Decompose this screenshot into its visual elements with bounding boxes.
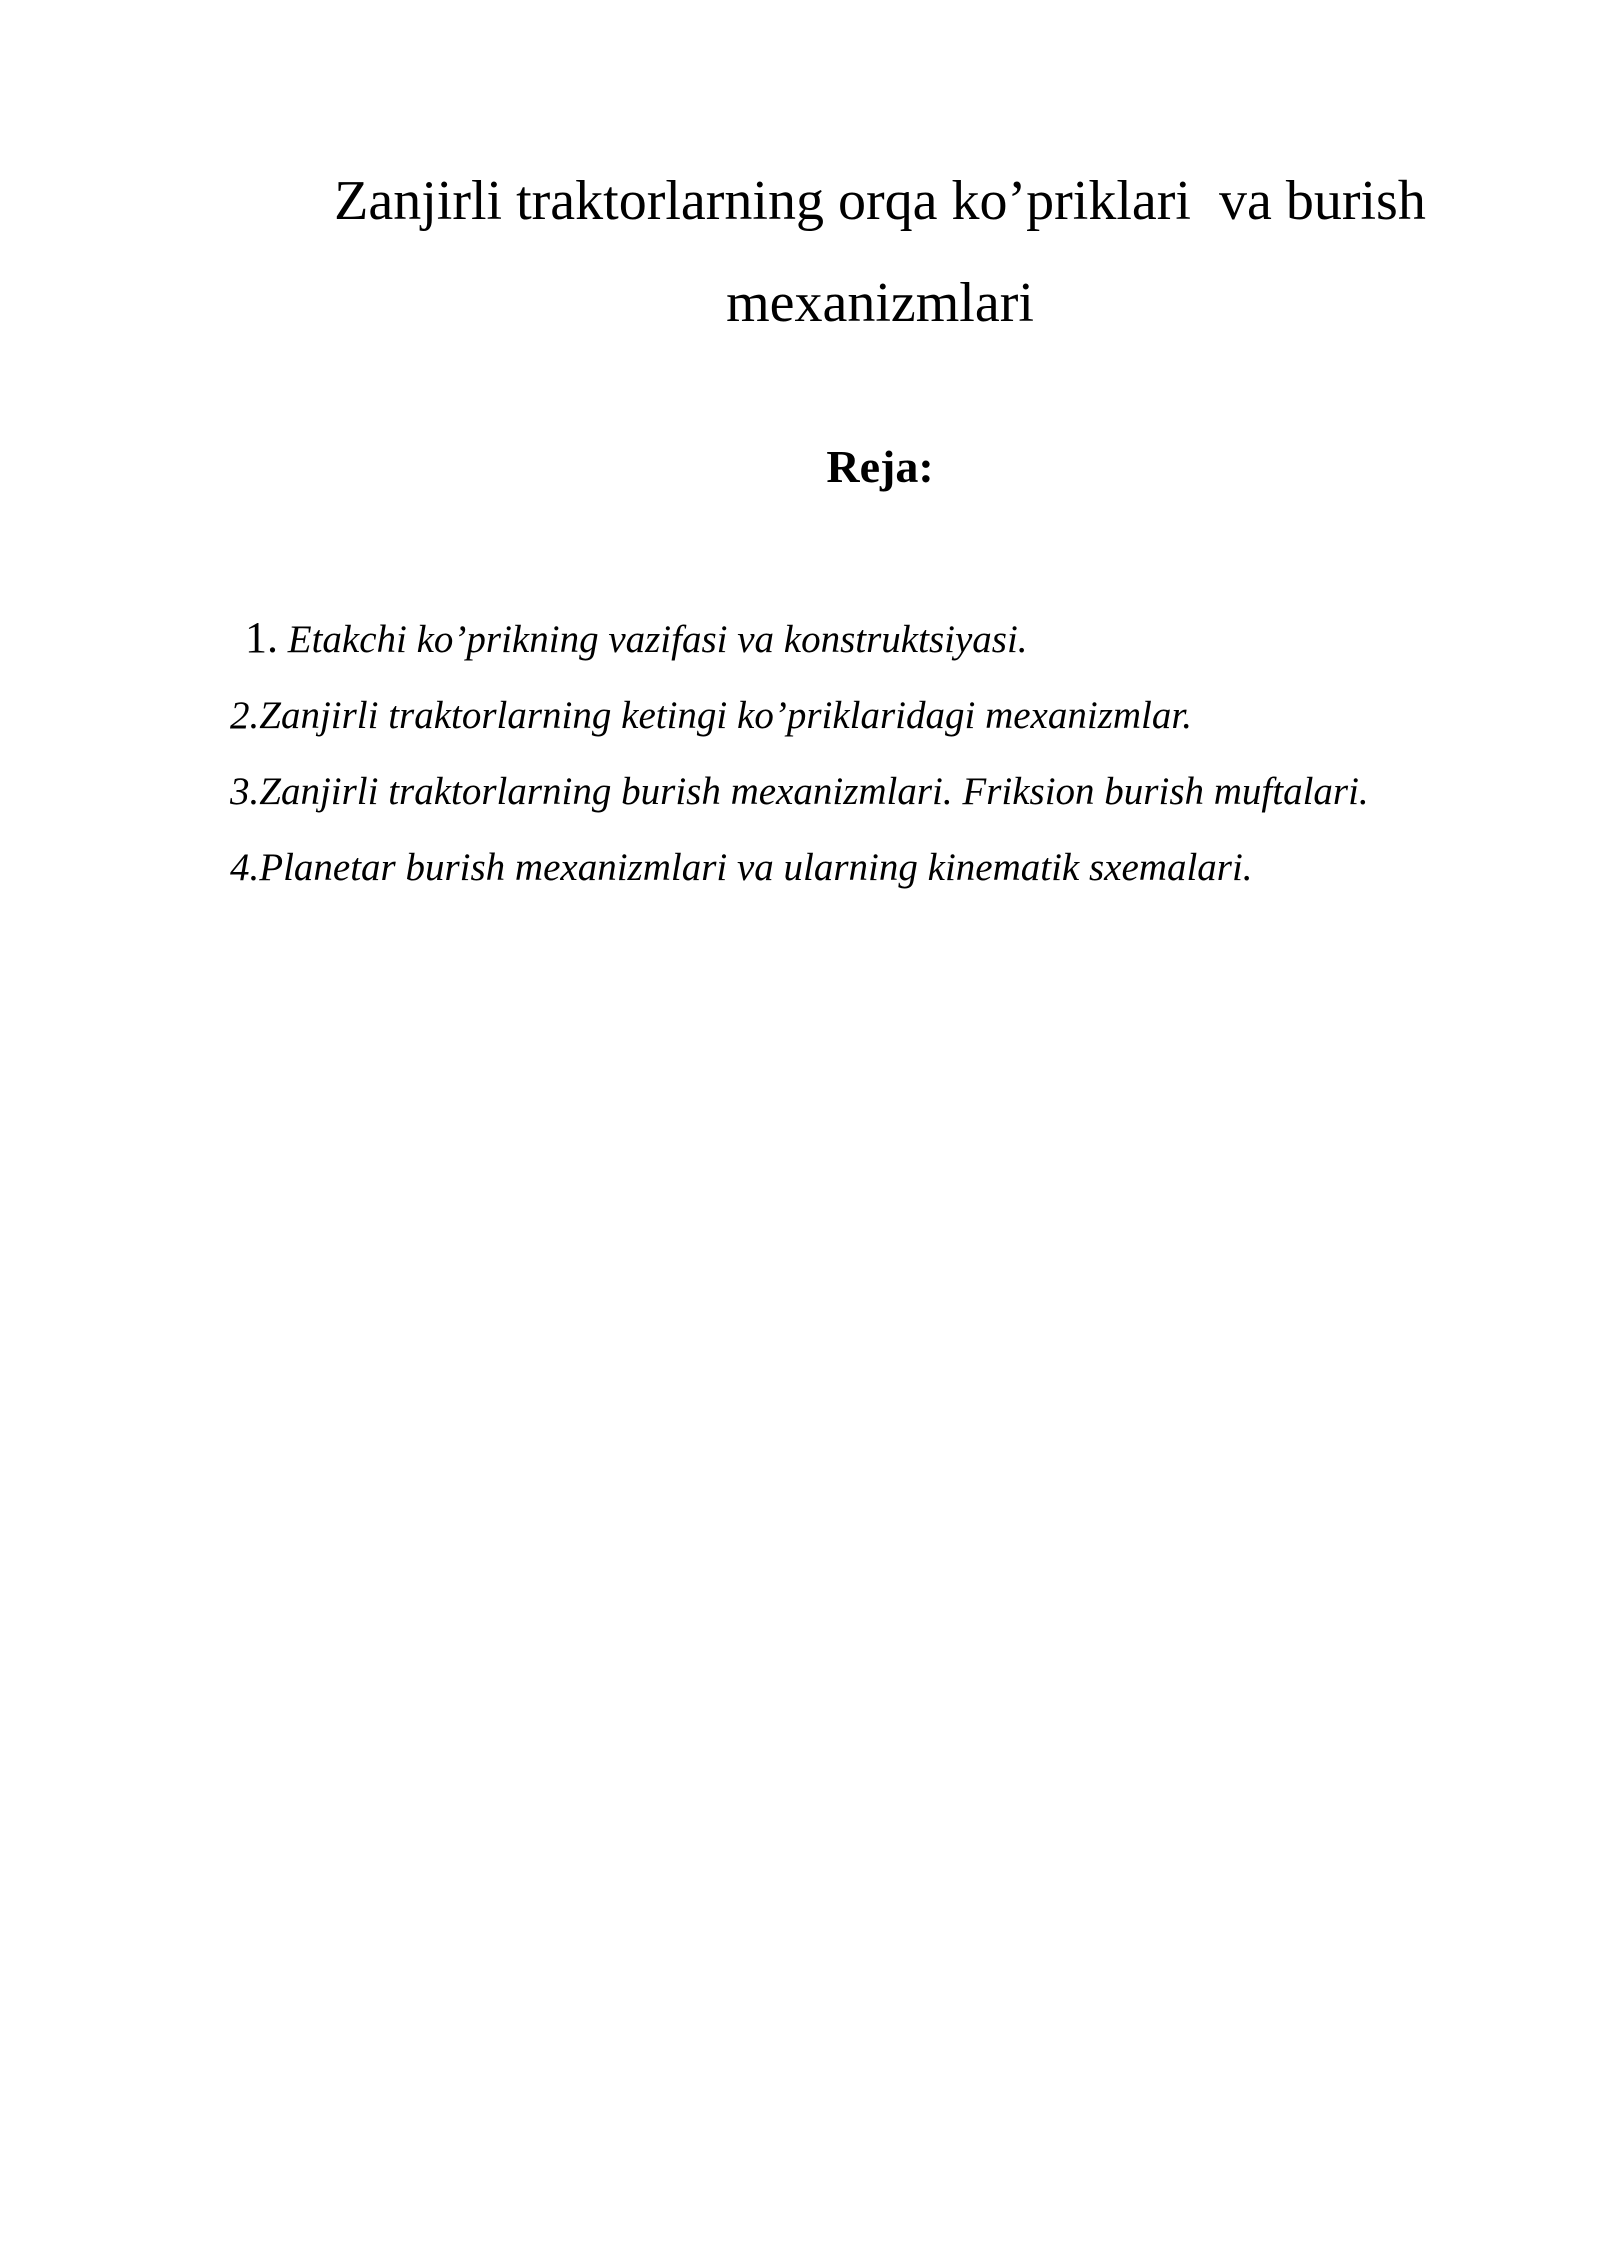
- plan-list: [230, 600, 1560, 906]
- plan-item-2-text: 2.Zanjirli traktorlarning ketingi ko’priklaridagi mexanizmlar.: [230, 694, 1192, 737]
- plan-item-4: [230, 830, 1560, 906]
- plan-item-4-text: 4.Planetar burish mexanizmlari va ularning kinematik sxemalari.: [230, 846, 1253, 889]
- plan-heading: Reja:: [826, 441, 934, 492]
- plan-item-3: [230, 754, 1560, 830]
- plan-item-1: [230, 600, 1560, 678]
- plan-item-3-text: 3.Zanjirli traktorlarning burish mexanizmlari. Friksion burish muftalari.: [230, 770, 1369, 813]
- plan-item-1-number: 1.: [245, 613, 278, 662]
- title-line-1: Zanjirli traktorlarning orqa ko’priklari va burish: [334, 170, 1426, 232]
- document-title: [160, 150, 1600, 354]
- title-line-2: mexanizmlari: [726, 272, 1034, 334]
- plan-item-1-text: Etakchi ko’prikning vazifasi va konstruktsiyasi.: [278, 618, 1028, 661]
- plan-item-2: [230, 678, 1560, 754]
